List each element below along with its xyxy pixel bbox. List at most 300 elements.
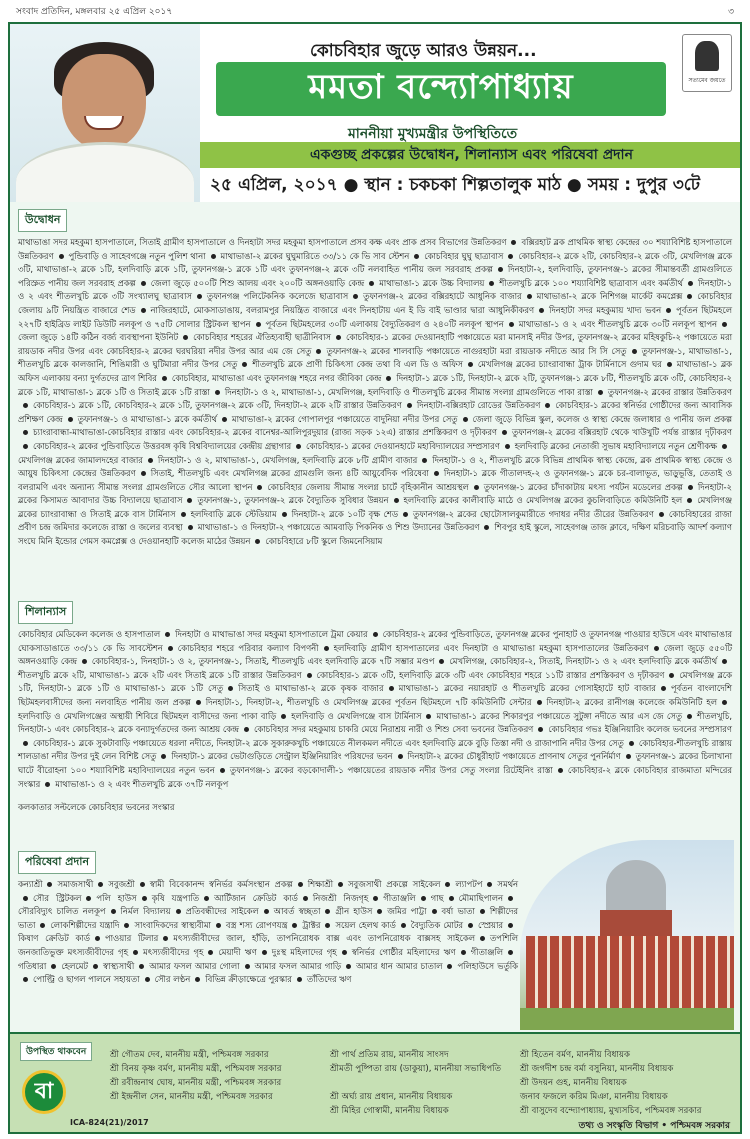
list-item: তুফানগঞ্জ-২ ব্লকের বক্সিরহাটে আধুনিক বাজার xyxy=(363,291,522,302)
list-item: মাথাভাঙা-১ ব্লকের শিকারপুর পঞ্চায়েতে সুটুঙ্গা নদীতে আর এস জে সেতু xyxy=(436,710,683,721)
department-credit: তথ্য ও সংস্কৃতি বিভাগ • পশ্চিমবঙ্গ সরকার xyxy=(578,1121,730,1131)
list-item: সাংবাদিকদের স্বাস্থ্যবীমা xyxy=(134,919,211,930)
services-list xyxy=(18,878,518,987)
bullet-icon xyxy=(445,882,450,887)
list-item: তুফানগঞ্জ-১, তুফানগঞ্জ-২ ব্লকে বৈদ্যুতিক সুবিধার উন্নয়ন xyxy=(197,495,389,506)
bullet-icon xyxy=(487,882,492,887)
list-item: মাথাভাঙা সদর মহকুমা হাসপাতালে, সিতাই গ্রামীণ হাসপাতালে ও দিনহাটা সদর মহকুমা হাসপাতালে প্রসব কক্ষ এবং প্রাক প্রসব বিভাগের উন্নতিকরণ xyxy=(18,237,507,247)
bullet-icon xyxy=(168,646,173,651)
bullet-icon xyxy=(262,950,267,955)
bullet-icon xyxy=(666,308,671,313)
bullet-icon xyxy=(336,335,341,340)
bullet-icon xyxy=(181,512,186,517)
list-item: মৎস্যজীবীদের জাল, হাঁড়ি, তাপনিরোধক বাক্স এবং তাপনিরোধক বাক্সসহ সাইকেল xyxy=(173,933,476,944)
attendees-column-1 xyxy=(110,1048,281,1104)
bullet-icon xyxy=(148,458,153,463)
bullet-icon xyxy=(141,308,146,313)
bullet-icon xyxy=(264,909,269,914)
list-item: কোচবিহার ঘুঘু ছাত্রাবাস xyxy=(424,250,504,261)
foundation-section xyxy=(18,600,732,815)
list-item: তপশিলি জনজাতিভুক্ত মৎস্যজীবীদের গৃহ xyxy=(18,933,518,957)
list-item: গ্রীন হাউস xyxy=(335,906,373,917)
list-item: সৌর স্ট্রিটকল xyxy=(33,892,82,903)
bullet-icon xyxy=(722,444,727,449)
list-item: মাথাভাঙা-১ ও দিনহাটা-২ পঞ্চায়েতে আমবাড়ি পিকনিক ও শিশু উদ্যানের উন্নতিকরণ xyxy=(197,522,480,533)
list-item: সৌর লণ্ঠন xyxy=(154,974,191,985)
bullet-icon xyxy=(23,977,28,982)
bullet-icon xyxy=(688,485,693,490)
bullet-icon xyxy=(538,727,543,732)
attendee-name: জনাব ফজলে করিম মিঞা, মাননীয় বিধায়ক xyxy=(520,1092,668,1102)
list-item: গীতাঞ্জলি xyxy=(470,946,504,957)
bullet-icon xyxy=(45,782,50,787)
newspaper-header xyxy=(0,0,750,22)
bullet-icon xyxy=(141,471,146,476)
bullet-icon xyxy=(722,322,727,327)
bullet-icon xyxy=(353,294,358,299)
list-item: কৃষি যন্ত্রপাতি xyxy=(151,892,200,903)
list-item: তুফানগঞ্জ-১ ব্লকের চিলাখানা ঘাটে বীরোহনা ১০০ শয্যাবিশিষ্ট মহাবিদ্যালয়ের নতুন ভবন xyxy=(18,751,733,775)
bullet-icon xyxy=(598,390,603,395)
list-item: সিতাই ও মাথাভাঙা-২ ব্লকে কৃষক বাজার xyxy=(238,683,384,694)
bullet-icon xyxy=(208,950,213,955)
bullet-icon xyxy=(394,498,399,503)
list-item: মাথাভাঙা-২ ব্লকের গোপালপুর পঞ্চায়েতে বাদুনিয়া নদীর উপর সেতু xyxy=(231,413,458,424)
list-item: কোচবিহার-১ ব্লকের দেওয়ানহাটে মহাবিদ্যালয়ের সম্প্রসারণ xyxy=(306,440,500,451)
list-item: মাথাভাঙা-১ ও ২ এবং শীতলখুচি ব্লকে ৩০টি নলকূপ স্থাপন xyxy=(518,318,718,329)
list-item: আমার ধান আমার চাতাল xyxy=(356,960,443,971)
list-item: কোচবিহার শহরের ঐতিহ্যবাহী ছাত্রীনিবাস xyxy=(193,332,331,343)
ica-code: ICA-824(21)/2017 xyxy=(70,1118,149,1127)
list-item: কোচবিহার, মাথাভাঙা এবং তুফানগঞ্জ শহরে নগর জীবিকা কেন্দ্র xyxy=(171,372,382,383)
bullet-icon xyxy=(111,909,116,914)
bullet-icon xyxy=(687,498,692,503)
list-item: মৎস্যজীবীদের গৃহ xyxy=(142,946,204,957)
bullet-icon xyxy=(509,322,514,327)
bullet-icon xyxy=(422,458,427,463)
bullet-icon xyxy=(98,882,103,887)
list-item: তাঁতিদের ঋণ xyxy=(306,974,352,985)
bullet-icon xyxy=(505,444,510,449)
bullet-icon xyxy=(292,923,297,928)
list-item: দিনহাটা-২ ব্লকের কিসামত আবাদার উচ্চ বিদ্যালয়ে ছাত্রাবাস xyxy=(18,481,732,506)
bullet-icon xyxy=(215,390,220,395)
list-item: দিনহাটা-১ ব্লকে গীতালদহ-২ ও তুফানগঞ্জ-১ ব্লকে চর-বালাভূত, ভাড়ুভূত্তি, তেতাই ও বলরামণি এবং অন্যান্য সীমান্ত সংলগ্ন গ্রামগুলিতে সৌর আলো স্থাপন xyxy=(18,468,732,492)
attendee-name: শ্রী অর্ঘ্য রায় প্রধান, মাননীয় বিধায়ক xyxy=(330,1092,453,1102)
list-item: পূর্বতন ছিটমহলে ২২৭টি হাইব্রিড লাইট ডিউটি নলকূপ ও ৭৫টি সোলার স্ট্রিটকল স্থাপন xyxy=(18,304,732,329)
attendee-name: শ্রী গৌতম দেব, মাননীয় মন্ত্রী, পশ্চিমবঙ্গ সরকার xyxy=(110,1050,269,1060)
bullet-icon xyxy=(480,936,485,941)
bullet-icon xyxy=(377,909,382,914)
bullet-icon xyxy=(59,254,64,259)
bullet-icon xyxy=(484,525,489,530)
list-item: স্বামী বিবেকানন্দ স্বনির্ভর কর্মসংস্থান প্রকল্প xyxy=(149,879,293,889)
list-item: তুফানগঞ্জ-১ ব্লকের বড়কোদালী-১ পঞ্চায়েতের রায়ডাক নদীর উপর সেতু সংলগ্ন রিটেইনিং রাস্তা xyxy=(229,764,553,775)
bullet-icon xyxy=(508,923,513,928)
attendee-name: শ্রী জগদীশ চন্দ্র বর্মা বসুনিয়া, মাননীয় বিধায়ক xyxy=(520,1064,674,1074)
list-item: তুফানগঞ্জ-২ ব্লকের রাস্তার উন্নতিকরণ xyxy=(607,386,732,397)
bullet-icon xyxy=(632,349,637,354)
bullet-icon xyxy=(165,632,170,637)
attendees-column-3 xyxy=(520,1048,702,1118)
bullet-icon xyxy=(508,950,513,955)
attendee-name: শ্রী মিহির গোস্বামী, মাননীয় বিধায়ক xyxy=(330,1106,449,1116)
bullet-icon xyxy=(281,714,286,719)
bullet-icon xyxy=(325,909,330,914)
event-banner: একগুচ্ছ প্রকল্পের উদ্বোধন, শিলান্যাস এবং পরিষেবা প্রদান xyxy=(200,142,740,168)
list-item: দিনহাটা-১, দিনহাটা-২, শীতলখুচি ও মেখলিগঞ্জ ব্লকের পূর্বতন ছিটমহলে ৭টি কমিউনিটি সেন্টার xyxy=(205,696,532,707)
bullet-icon xyxy=(468,923,473,928)
bullet-icon xyxy=(220,768,225,773)
bullet-icon xyxy=(23,896,28,901)
bullet-icon xyxy=(204,896,209,901)
hero-header xyxy=(10,24,740,202)
list-item: হলদিবাড়ি ব্লকের কালীবাড়ি মাঠে ও মেখলিগঞ্জ ব্লকের কুচলিবাড়িতে কমিউনিটি হল xyxy=(403,495,683,506)
list-item: মেখলিগঞ্জ, কোচবিহার-২, সিতাই, দিনহাটা-১ ও ২ এবং হলদিবাড়ি ব্লকে কর্মতীর্থ xyxy=(449,656,717,667)
list-item: মেখলিগঞ্জ ব্লকের জামালদহের বাজার xyxy=(18,454,143,465)
bullet-icon xyxy=(474,485,479,490)
list-item: তুফানগঞ্জ-২ ব্লকের ছোটোসালকুমারীতে গদাধর নদীর তীরের উন্নতিকরণ xyxy=(412,508,654,519)
list-item: জেলা জুড়ে ৫০০টি শিশু আলয় এবং ২০০টি অঙ্গনওয়াড়ি কেন্দ্র xyxy=(150,277,365,288)
list-item: দিনহাটা-১ ব্লকের ভেটাগুড়িতে সেন্ট্রাল ইঞ্জিনিয়ারিং পরিষদের ভবন xyxy=(171,751,393,762)
list-item: জেলা জুড়ে ১৪টি কঠিন বর্জ্য ব্যবস্থাপনা ইউনিট xyxy=(18,332,179,343)
list-item: হলদিবাড়ি গ্রামীণ হাসপাতালের এবং দিনহাটা ও মাথাভাঙা মহকুমা হাসপাতালের উন্নতিকরণ xyxy=(333,642,649,653)
list-item: মেখলিগঞ্জ ব্লকের চ্যাংরাবান্ধা ট্রাক টার্মিনাসে গুদাম ঘর xyxy=(477,359,662,370)
list-item: তুফানগঞ্জ-১ ব্লকের চাঁদাকাটায় মৎস্য পর্যটন মডেলের প্রকল্প xyxy=(483,481,683,492)
bullet-icon xyxy=(242,362,247,367)
list-item: জমির পাট্টা xyxy=(387,906,427,917)
list-item: শিক্ষাশ্রী xyxy=(307,879,334,889)
biswa-bangla-logo-icon: বা xyxy=(22,1070,66,1114)
bullet-icon xyxy=(508,254,513,259)
list-item: বিভিন্ন ক্রীড়াক্ষেত্রে পুরস্কার xyxy=(205,974,292,985)
bullet-icon xyxy=(145,977,150,982)
bullet-icon xyxy=(489,281,494,286)
list-item: বস্ত্র শস্য রোপণযন্ত্র xyxy=(225,919,288,930)
bullet-icon xyxy=(93,964,98,969)
list-item: স্বনির্ভর গোষ্ঠীর মহিলাদের ঋণ xyxy=(351,946,456,957)
list-item: স্বাস্থ্যসাথী xyxy=(102,960,135,971)
attendee-name xyxy=(330,1076,501,1090)
list-item: কন্যাশ্রী xyxy=(18,879,43,889)
list-item: মাথাভাঙা-২ ব্লকে নিশিগঞ্জ মার্কেট কমপ্লেক্স xyxy=(536,291,683,302)
list-item: ট্রাক্টর xyxy=(302,919,321,930)
bullet-icon xyxy=(23,403,28,408)
list-item: সৌরবিদ্যুৎ চালিত নলকূপ xyxy=(18,906,106,917)
attendee-name: শ্রী বাসুদেব বন্দ্যোপাধ্যায়, মুখ্যসচিব, পশ্চিমবঙ্গ সরকার xyxy=(520,1106,702,1116)
list-item: তুফানগঞ্জ-২ ব্লকের বক্সিরহাট থেকে খাউখুটি পর্যন্ত রাস্তার দৃঢ়ীকরণ xyxy=(512,427,732,438)
bullet-icon xyxy=(86,896,91,901)
bullet-icon xyxy=(133,950,138,955)
page-number: ৩ xyxy=(728,6,734,17)
bullet-icon xyxy=(463,417,468,422)
bullet-icon xyxy=(47,882,52,887)
bullet-icon xyxy=(629,741,634,746)
list-item: কোচবিহার-১ ব্লকে ১টি, কোচবিহার-২ ব্লকে ১টি, তুফানগঞ্জ-২ ব্লকে ৩টি, দিনহাটা-২ ব্লকে ২টি রাস্তার উন্নতিকরণ xyxy=(33,400,402,411)
bullet-icon xyxy=(255,539,260,544)
bullet-icon xyxy=(667,362,672,367)
list-item: কিষাণ ক্রেডিট কার্ড xyxy=(18,933,90,944)
newspaper-dateline: সংবাদ প্রতিদিন, মঙ্গলবার ২৫ এপ্রিল ২০১৭ xyxy=(16,6,173,17)
bullet-icon xyxy=(373,896,378,901)
bullet-icon xyxy=(498,267,503,272)
list-item: তুফানগঞ্জ-২ ব্লকের শালবাড়ি পঞ্চায়েতে নাগুরহাটা মরা রায়ডাক নদীতে আর সি সি সেতু xyxy=(326,345,627,356)
bullet-icon xyxy=(369,281,374,286)
bullet-icon xyxy=(245,964,250,969)
bullet-icon xyxy=(414,254,419,259)
bullet-icon xyxy=(176,909,181,914)
bullet-icon xyxy=(51,964,56,969)
name-banner: মমতা বন্দ্যোপাধ্যায় xyxy=(216,62,666,116)
bullet-icon xyxy=(256,322,261,327)
list-item: দিনহাটা-১ ও ২, মাথাভাঙা-১, মেখলিগঞ্জ, হলদিবাড়ি ও শীতলখুচি ব্লকের সীমান্ত সংলগ্ন গ্রামগুলিতে পাকা রাস্তা xyxy=(224,386,593,397)
bullet-icon xyxy=(508,896,513,901)
list-item: সিতাই, শীতলখুচি এবং মেখলিগঞ্জ ব্লকের গ্রামগুলি জন্য ৪টি আয়ুর্বেদিক পরিষেবা xyxy=(150,468,429,479)
bullet-icon xyxy=(23,444,28,449)
bullet-icon xyxy=(196,700,201,705)
bullet-icon xyxy=(68,417,73,422)
foundation-note: কলকাতার সল্টলেকে কোচবিহার ভবনের সংস্কার xyxy=(18,802,175,813)
bullet-icon xyxy=(545,403,550,408)
list-item: সমাজসাথী xyxy=(57,879,94,889)
bullet-icon xyxy=(183,335,188,340)
list-item: পুন্ডিবাড়ি ও সাহেবগঞ্জে নতুন পুলিশ থানা xyxy=(68,250,206,261)
bullet-icon xyxy=(162,376,167,381)
list-item: মেয়াদী ঋণ xyxy=(218,946,257,957)
bullet-icon xyxy=(140,882,145,887)
list-item: কোচবিহার-২ ব্লকের পুন্ডিবাড়িতে, তুফানগঞ্জ ব্লকের পুনাহাট ও তুফানগঞ্জ পাওয়ার হাউসে এবং মাথাভাঙার ঘোকসাডাঙাতে ৩৩/১১ কে ভি সাবস্টেশন xyxy=(18,629,732,653)
bullet-icon xyxy=(298,882,303,887)
list-item: মাথাভাঙা-১ ও ২ এবং শীতলখুচি ব্লকে ৩৭টি নলকূপ xyxy=(55,778,229,789)
list-item: দিনহাটা-২ ব্লকের চৌধুরীহাট পঞ্চায়েতে প্রাণনাথ সেতুর পুনর্নির্মাণ xyxy=(407,751,621,762)
bullet-icon xyxy=(296,444,301,449)
list-item: কোচবিহার জেলায় সীমান্ত সংলগ্ন চার্টে বৃহিকানীন আশ্রয়স্থল xyxy=(267,481,469,492)
list-item: কোচবিহার-১ ব্লকে ৩টি, হলদিবাড়ি ব্লকে ৩টি এবং কোচবিহার শহরে ১১টি রাস্তার প্রশস্তিকরণ ও দৃঢ়ীকরণ xyxy=(316,669,665,680)
list-item: কোচবিহার-১ ব্লকের স্বনির্ভর গোষ্ঠীদের জন্য আবাসিক প্রশিক্ষণ কেন্দ্র xyxy=(18,400,732,424)
foundation-list xyxy=(18,628,732,791)
list-item: পোল্ট্রি ও ছাগল পালনে সহায়তা xyxy=(33,974,140,985)
list-item: কোচবিহার-১, দিনহাটা-১ ও ২, তুফানগঞ্জ-১, সিতাই, শীতলখুচি এবং হলদিবাড়ি ব্লকে ৭টি সম্ভার মণ্ডপ xyxy=(91,656,435,667)
bullet-icon xyxy=(403,512,408,517)
bullet-icon xyxy=(661,686,666,691)
bullet-icon xyxy=(480,909,485,914)
bullet-icon xyxy=(434,471,439,476)
list-item: কোচবিহারের রাজা প্রবীণ চন্দ্র জমিদার কলেজে রাস্তা ও জলের ব্যবস্থা xyxy=(18,508,732,533)
bullet-icon xyxy=(401,923,406,928)
bullet-icon xyxy=(124,923,129,928)
bullet-icon xyxy=(216,923,221,928)
list-item: কোচবিহারে ৮টি স্কুলে জিমনেসিয়াম xyxy=(265,536,383,547)
list-item: দিনহাটা-১ ও ২ এবং শীতলখুচি ব্লকে ৩টি সংখ্যালঘু ছাত্রাবাস xyxy=(18,277,733,302)
list-item: গীতাঞ্জলি xyxy=(383,892,416,903)
bullet-icon xyxy=(432,909,437,914)
list-item: স্প্রেয়ার xyxy=(478,919,503,930)
list-item: কোচবিহার-২ ব্লকে ২টি, কোচবিহার-২ ব্লকে ৩টি, মেখলিগঞ্জ ব্লকে ৩টি, মাথাভাঙা-২ ব্লকে ১টি, হলদিবাড়ি ব্লকে ১টি, তুফানগঞ্জ-১ ব্লকে ১টি এবং তুফানগঞ্জ-২ ব্লকে ৩টি নলবাহিত পানীয় জল সরবরাহ প্রকল্প xyxy=(18,250,733,275)
list-item: কোচবিহার-২ ব্লকের পুন্ডিবাড়িতে উত্তরবঙ্গ কৃষি বিশ্ববিদ্যালয়ের কেন্দ্রীয় গ্রন্থাগার xyxy=(33,440,292,451)
bullet-icon xyxy=(307,673,312,678)
bullet-icon xyxy=(687,714,692,719)
chief-minister-portrait xyxy=(10,24,200,202)
list-item: বক্সিরহাট ব্লক প্রাথমিক স্বাস্থ্য কেন্দ্রের ৩০ শয্যাবিশিষ্ট হাসপাতালে উন্নতিকরণ xyxy=(18,237,733,261)
bullet-icon xyxy=(303,896,308,901)
list-item: আবর্ত স্বচ্ছতা xyxy=(273,906,321,917)
attendee-name: শ্রী রবীন্দ্রনাথ ঘোষ, মাননীয় মন্ত্রী, পশ্চিমবঙ্গ সরকার xyxy=(110,1078,282,1088)
attendee-name: শ্রী পার্থ প্রতিম রায়, মাননীয় সাংসদ xyxy=(330,1050,449,1060)
list-item: কোচবিহার-শীতলখুচি রাস্তায় শালডাঙা নদীর উপর দুই লেন বিশিষ্ট সেতু xyxy=(18,737,732,762)
list-item: মৌমাছিপালন xyxy=(458,892,503,903)
list-item: তুফানগঞ্জ-১ ও মাথাভাঙা-১ ব্লকে কর্মতীর্থ xyxy=(77,413,217,424)
bullet-icon xyxy=(688,281,693,286)
attendee-name: শ্রী ইন্দ্রনীল সেন, মাননীয় মন্ত্রী, পশ্চিমবঙ্গ সরকার xyxy=(110,1092,273,1102)
services-title: পরিষেবা প্রদান xyxy=(18,851,96,874)
list-item: দিনহাটা-১ ও ২, মাথাভাঙা-১, মেখলিগঞ্জ, হলদিবাড়ি ব্লকে ৮টি গ্রামীণ বাজার xyxy=(157,454,418,465)
list-item: শিবপুর হাই স্কুলে, সাহেবগঞ্জ তাজ ক্লাবে, দক্ষিণ মরিচবাড়ি আদর্শ কল্যাণ সংঘে মিনি ইন্ডোর গেমস কমপ্লেক্স ও দেওয়ানহাটি কলেজ মাঠের উন্নয়ন xyxy=(18,522,732,547)
subtitle: মাননীয়া মুখ্যমন্ত্রীর উপস্থিতিতে xyxy=(348,126,518,142)
bullet-icon xyxy=(346,964,351,969)
bullet-icon xyxy=(95,936,100,941)
bullet-icon xyxy=(539,308,544,313)
inauguration-list xyxy=(18,236,732,549)
bullet-icon xyxy=(558,768,563,773)
list-item: হলদিবাড়ি ও মেখলিগঞ্জের অস্থায়ী শিবিরে ছিটমহল বাসীদের জন্য পাকা বাড়ি xyxy=(18,710,277,721)
list-item: সবুজসাথী প্রকল্পে সাইকেল xyxy=(348,879,441,889)
list-item: দিনহাটা সদর মহকুমায় খাদ্য ভবন xyxy=(549,304,662,315)
bullet-icon xyxy=(228,686,233,691)
list-item: শীতলখুচি ব্লকে ১০০ শয্যাবিশিষ্ট ছাত্রাবাস এবং কর্মতীর্থ xyxy=(499,277,683,288)
list-item: দিনহাটা ও মাথাভাঙা সদর মহকুমা হাসপাতালে ট্রমা কেয়ার xyxy=(175,629,368,639)
bullet-icon xyxy=(222,417,227,422)
cooch-behar-palace-image xyxy=(520,840,734,1030)
bullet-icon xyxy=(325,923,330,928)
list-item: গতিধারা xyxy=(18,960,47,971)
list-item: জেলা জুড়ে বিভিন্ন স্কুল, কলেজ ও স্বাস্থ্য কেন্দ্রে জলাধার ও পানীয় জল প্রকল্প xyxy=(472,413,732,424)
bullet-icon xyxy=(398,754,403,759)
list-item: মাথাভাঙা-১ ব্লকের নয়ারহাট ও শীতলখুচি ব্লকের গোসাইহাটে হাট বাজার xyxy=(398,683,656,694)
tagline: কোচবিহার জুড়ে আরও উন্নয়ন... xyxy=(310,41,537,61)
list-item: দুঃস্থ মহিলাদের গৃহ xyxy=(271,946,337,957)
list-item: পূর্বতন ছিটমহলের ৩০টি এলাকায় বৈদ্যুতিকরণ ও ২৪০টি নলকূপ স্থাপন xyxy=(265,318,504,329)
bullet-icon xyxy=(722,659,727,664)
bullet-icon xyxy=(23,430,28,435)
bullet-icon xyxy=(439,659,444,664)
bullet-icon xyxy=(659,512,664,517)
bullet-icon xyxy=(407,403,412,408)
bullet-icon xyxy=(211,254,216,259)
list-item: লোকশিল্পীদের যন্ত্রাদি xyxy=(50,919,120,930)
attendee-name: শ্রী হিতেন বর্মণ, মাননীয় বিধায়ক xyxy=(520,1050,631,1060)
list-item: কোচবিহার-১ ব্লকে সুকটাবাড়ি পঞ্চায়েতে ধরলা নদীতে, দিনহাটা-২ ব্লকে সুকারুকখুচি পঞ্চায়েতে নীলকমল নদীতে এবং হলদিবাড়ি ব্লকে বুড়ি তিস্তা নদী ও রাজাপানি নদীর উপর সেতু xyxy=(33,737,624,748)
bullet-icon xyxy=(447,964,452,969)
bullet-icon xyxy=(537,700,542,705)
list-item: দিনহাটা-২, হলদিবাড়ি, তুফানগঞ্জ-১ ব্লকের সীমান্তবর্তী গ্রামগুলিতে পরিস্রুত পানীয় জল সরবরাহ প্রকল্প xyxy=(18,264,732,288)
bullet-icon xyxy=(389,686,394,691)
bullet-icon xyxy=(669,673,674,678)
list-item: সমর্থন xyxy=(497,879,519,889)
state-emblem-icon xyxy=(682,34,732,92)
bullet-icon xyxy=(426,714,431,719)
bullet-icon xyxy=(139,964,144,969)
bullet-icon xyxy=(316,349,321,354)
list-item: পলিহাউসে ভর্তুকি xyxy=(457,960,518,971)
date-venue-time: ২৫ এপ্রিল, ২০১৭ ● স্থান : চকচকা শিল্পতালুক মাঠ ● সময় : দুপুর ৩টে xyxy=(210,175,700,195)
bullet-icon xyxy=(40,923,45,928)
list-item: দিনহাটা-১ ব্লকে ১টি, দিনহাটা-২ ব্লকে ২টি, তুফানগঞ্জ-১ ব্লকে ৮টি, শীতলখুচি ব্লকে ৩টি, কোচবিহার-২ ব্লকে ১টি, মাথাভাঙা-১ ব্লকে ১টি ও সিতাই ব্লকে ১টি রাস্তা xyxy=(18,372,733,397)
bullet-icon xyxy=(421,896,426,901)
list-item: তুফানগঞ্জ পলিটেকনিক কলেজে ছাত্রাবাস xyxy=(206,291,349,302)
dignitaries-footer xyxy=(10,1032,740,1132)
list-item: নির্মল বিদ্যালয় xyxy=(120,906,171,917)
bullet-icon xyxy=(195,977,200,982)
attendee-name: শ্রী বিনয় কৃষ্ণ বর্মণ, মাননীয় মন্ত্রী, পশ্চিমবঙ্গ সরকার xyxy=(110,1064,282,1074)
bullet-icon xyxy=(654,646,659,651)
list-item: ল্যাপটপ xyxy=(455,879,483,889)
list-item: নিজশ্রী নিজগৃহ xyxy=(312,892,369,903)
bullet-icon xyxy=(468,362,473,367)
bullet-icon xyxy=(161,754,166,759)
emblem-caption: সত্যমেব জয়তে xyxy=(688,77,726,84)
bullet-icon xyxy=(297,977,302,982)
list-item: শিল্পীদের ভাতা xyxy=(18,906,518,930)
bullet-icon xyxy=(502,430,507,435)
list-item: কোচবিহার সদর মহকুমায় চাকরি মেয়ে নিরাশ্রয় নারী ও শিশু সেবা ভবনের উন্নতিকরণ xyxy=(253,724,534,735)
bullet-icon xyxy=(373,632,378,637)
list-item: আর্টিজান ক্রেডিট কার্ড xyxy=(214,892,298,903)
list-item: কোচবিহার গভঃ ইঞ্জিনিয়ারিং কলেজ ভবনের সম্প্রসারণ xyxy=(548,724,732,735)
list-item: পাওয়ার টিলার xyxy=(104,933,159,944)
foundation-title: শিলান্যাস xyxy=(18,601,73,624)
list-item: কোচবিহার জেলায় ৯টি নিয়ন্ত্রিত বাজারে শেড xyxy=(18,291,732,315)
bullet-icon xyxy=(461,950,466,955)
bullet-icon xyxy=(282,512,287,517)
list-item: জেলা জুড়ে ৫৫০টি অঙ্গনওয়াড়ি কেন্দ্র xyxy=(18,642,733,667)
bullet-icon xyxy=(244,727,249,732)
inauguration-section xyxy=(18,208,732,549)
bullet-icon xyxy=(23,741,28,746)
list-item: পূর্বতন বাংলাদেশি ছিটমহলবাসীদের জন্য নলবাহিত পানীয় জল প্রকল্প xyxy=(18,683,732,707)
bullet-icon xyxy=(386,376,391,381)
list-item: মেখলিগঞ্জ ব্লকে ১টি, দিনহাটা-১ ব্লকে ১টি ও মাথাভাঙা-১ ব্লকে ১টি সেতু xyxy=(18,669,732,694)
list-item: সবুজশ্রী xyxy=(108,879,135,889)
inauguration-title: উদ্বোধন xyxy=(18,209,67,232)
attendees-column-2 xyxy=(330,1048,501,1118)
bullet-icon xyxy=(338,882,343,887)
list-item: আমার ফসল আমার গাড়ি xyxy=(254,960,342,971)
list-item: মাথাভাঙা-১ ব্লকে উচ্চ বিদ্যালয় xyxy=(379,277,485,288)
bullet-icon xyxy=(142,896,147,901)
list-item: কোচবিহার-১ ব্লকের দেওয়ানহাটি পঞ্চায়েতে মরা মানসাই নদীর উপর, তুফানগঞ্জ-২ ব্লকের মহিষকুচি-২ পঞ্চায়েতে মরা রায়ডাক নদীর উপর এবং কোচবিহার-২ ব্লকের ঘরঘরিয়া নদীর উপর আর এম জে সেতু xyxy=(18,332,733,356)
attendee-name: শ্রীমতী পুষ্পিতা রায় (ডাকুয়া), মাননীয়া সভাধিপতি xyxy=(330,1064,502,1074)
list-item: হেলমেট xyxy=(61,960,88,971)
list-item: হলদিবাড়ি ব্লকে স্টেডিয়াম xyxy=(190,508,277,519)
list-item: দিনহাটা-২ ব্লকে ১০টি বৃক্ষ শেড xyxy=(291,508,398,519)
bullet-icon xyxy=(324,646,329,651)
bullet-icon xyxy=(197,294,202,299)
list-item: দিনহাটা-১ ও ২, শীতলখুচি ব্লকে বিভিন্ন প্রাথমিক স্বাস্থ্য কেন্দ্রে, ব্লক প্রাথমিক স্বাস্থ্য কেন্দ্রে ও আয়ুষ চিকিৎসা কেন্দ্রের উন্নতিকরণ xyxy=(18,454,732,479)
list-item: বর্ষা ভাতা xyxy=(441,906,475,917)
bullet-icon xyxy=(187,498,192,503)
bullet-icon xyxy=(527,294,532,299)
list-item: গাছ xyxy=(430,892,444,903)
list-item: শীতলখুচি, দিনহাটা-১ এবং কোচবিহার-২ ব্লকে বন্যাদুর্গতদের জন্য আশ্রয় কেন্দ্র xyxy=(18,710,733,735)
list-item: কোচবিহার মেডিকেল কলেজ ও হাসপাতাল xyxy=(18,629,161,639)
bullet-icon xyxy=(188,525,193,530)
bullet-icon xyxy=(82,659,87,664)
bullet-icon xyxy=(626,754,631,759)
list-item: দিনহাটা-২ ব্লকের রানীগঞ্জ কলেজে কমিউনিটি হল xyxy=(546,696,717,707)
list-item: শীতলখুচি ব্লকে ২টি, মাথাভাঙা-১ ব্লকে ২টি এবং সিতাই ব্লকে ১টি রাস্তার উন্নতিকরণ xyxy=(18,669,302,680)
bullet-icon xyxy=(141,281,146,286)
list-item: প্রতিবন্ধীদের সাইকেল xyxy=(185,906,259,917)
